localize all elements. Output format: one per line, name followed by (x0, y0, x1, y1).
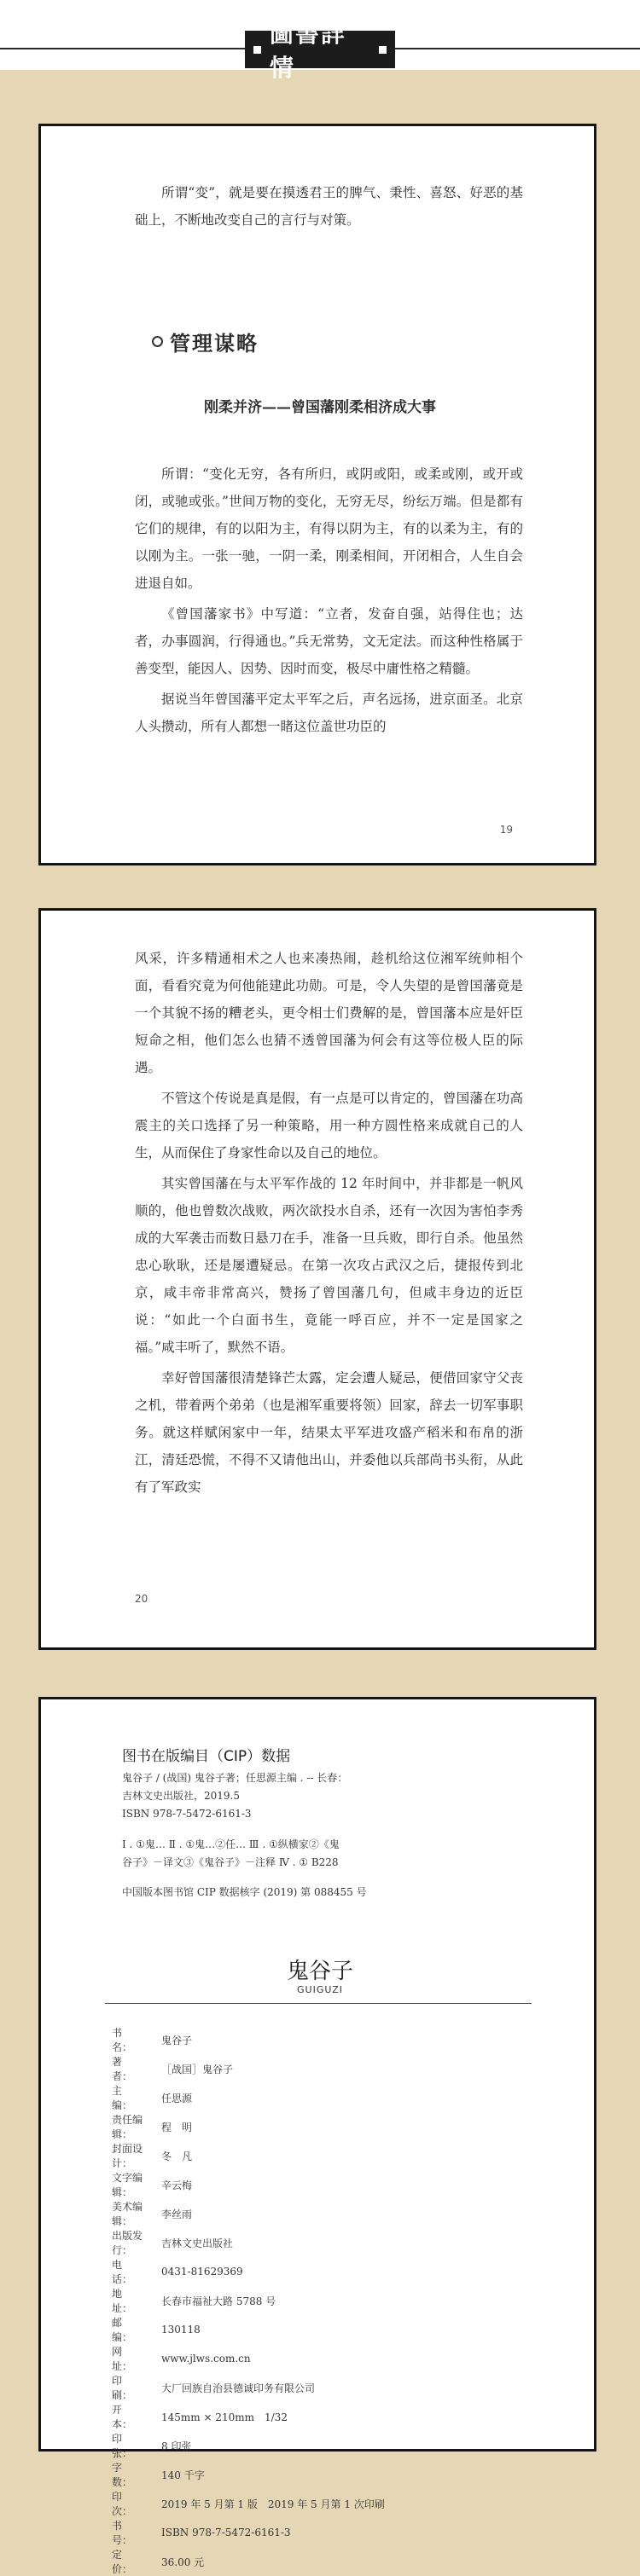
paragraph: 《曾国藩家书》中写道：“立者，发奋自强，站得住也；达者，办事圆润，行得通也。”兵无常势，文无定法。而这种性格属于善变型，能因人、因势、因时而变，极尽中庸性格之精髓。 (135, 606, 523, 676)
info-value: 程 明 (161, 2121, 193, 2133)
square-bullet-icon (253, 46, 261, 54)
info-row (112, 2025, 385, 2054)
info-value: 140 千字 (161, 2469, 205, 2481)
info-label: 书 名： (112, 2027, 143, 2053)
info-value: ISBN 978-7-5472-6161-3 (161, 2527, 291, 2538)
info-row (112, 2373, 385, 2402)
book-title: 鬼谷子 (286, 1959, 353, 1984)
info-row (112, 2547, 385, 2576)
cip-line: 谷子》－译文③《鬼谷子》－注释 Ⅳ . ① B228 (122, 1856, 339, 1868)
info-row (112, 2344, 385, 2373)
cip-line: 中国版本图书馆 CIP 数据核字 (2019) 第 088455 号 (122, 1886, 367, 1898)
info-label: 印 刷： (112, 2375, 143, 2401)
info-label: 开 本： (112, 2404, 143, 2430)
paragraph: 其实曾国藩在与太平军作战的 12 年时间中，并非都是一帆风顺的，他也曾数次战败，两次欲投水自杀，还有一次因为害怕李秀成的大军袭击而数日悬刀在手，准备一旦兵败，即行自杀。他虽然忠心耿耿，还是屡遭疑忌。在第一次攻占武汉之后，捷报传到北京，咸丰帝非常高兴，赞扬了曾国藩几句，但咸丰身边的近臣说：“如此一个白面书生，竟能一呼百应，并不一定是国家之福。”咸丰听了，默然不语。 (135, 1176, 523, 1355)
info-row (112, 2054, 385, 2083)
info-label: 印 次： (112, 2491, 143, 2517)
info-value: 8 印张 (161, 2440, 192, 2452)
circle-bullet-icon (152, 336, 163, 347)
info-value: 2019 年 5 月第 1 版 2019 年 5 月第 1 次印刷 (161, 2498, 385, 2510)
info-value: 鬼谷子 (161, 2034, 193, 2046)
info-row (112, 2489, 385, 2518)
info-row (112, 2315, 385, 2344)
book-page-20 (38, 908, 596, 1650)
cip-line: 吉林文史出版社，2019.5 (122, 1790, 240, 1802)
info-value: 任思源 (161, 2092, 193, 2104)
cip-record (122, 1769, 404, 1823)
info-row (112, 2431, 385, 2460)
book-pinyin: GUIGUZI (297, 1984, 343, 1995)
info-row (112, 2199, 385, 2228)
paragraph: 所谓：“变化无穷，各有所归，或阴或阳，或柔或刚，或开或闭，或驰或张。”世间万物的变化，无穷无尽，纷纭万端。但是都有它们的规律，有的以阳为主，有得以阴为主，有的以柔为主，有的以刚为主。一张一驰，一阴一柔，刚柔相间，开闭相合，人生自会进退自如。 (135, 466, 523, 591)
title-divider (105, 2003, 532, 2004)
info-value: 36.00 元 (161, 2556, 205, 2568)
info-value: 吉林文史出版社 (161, 2237, 234, 2249)
paragraph: 幸好曾国藩很清楚锋芒太露，定会遭人疑忌，便借回家守父丧之机，带着两个弟弟（也是湘军重要将领）回家，辞去一切军事职务。就这样赋闲家中一年，结果太平军进攻盛产稻米和布帛的浙江，清廷恐慌，不得不又请他出山，并委他以兵部尚书头衔，从此有了军政实 (135, 1370, 523, 1495)
info-value: www.jlws.com.cn (161, 2353, 251, 2365)
info-value: 130118 (161, 2324, 201, 2336)
page-number: 20 (135, 1593, 148, 1605)
copyright-page (38, 1697, 596, 2575)
section-heading (152, 327, 259, 356)
cip-line: Ⅰ . ①鬼… Ⅱ . ①鬼…②任… Ⅲ . ①纵横家②《鬼 (122, 1838, 340, 1850)
info-value: 长春市福祉大路 5788 号 (161, 2295, 276, 2307)
info-label: 主 编： (112, 2085, 143, 2111)
info-label: 邮 编： (112, 2317, 143, 2343)
info-value: 辛云梅 (161, 2179, 193, 2191)
info-row (112, 2112, 385, 2141)
info-row (112, 2286, 385, 2315)
info-label: 定 价： (112, 2549, 143, 2575)
info-value: 冬 凡 (161, 2150, 193, 2162)
info-label: 美术编辑： (112, 2201, 143, 2227)
info-row (112, 2228, 385, 2257)
cip-line: 鬼谷子 / (战国) 鬼谷子著；任思源主编 . -- 长春： (122, 1772, 348, 1784)
sub-heading: 刚柔并济——曾国藩刚柔相济成大事 (204, 399, 436, 416)
header-title: 圖書詳情 (269, 20, 346, 82)
info-label: 封面设计： (112, 2143, 143, 2169)
info-label: 字 数： (112, 2462, 143, 2488)
info-value: 145mm × 210mm 1/32 (161, 2411, 288, 2423)
info-label: 出版发行： (112, 2230, 143, 2256)
cip-number (122, 1884, 404, 1902)
info-row (112, 2518, 385, 2547)
intro-text (135, 179, 523, 237)
cip-title: 图书在版编目（CIP）数据 (122, 1748, 291, 1765)
info-label: 书 号： (112, 2520, 143, 2546)
info-label: 著 者： (112, 2056, 143, 2082)
page-number: 19 (499, 824, 513, 836)
info-row (112, 2402, 385, 2431)
info-value: 李丝雨 (161, 2208, 193, 2220)
paragraph: 不管这个传说是真是假，有一点是可以肯定的，曾国藩在功高震主的关口选择了另一种策略，用一种方圆性格来成就自己的人生，从而保住了身家性命以及自己的地位。 (135, 1091, 523, 1161)
info-label: 印 张： (112, 2433, 143, 2459)
cip-line: ISBN 978-7-5472-6161-3 (122, 1808, 252, 1820)
square-bullet-icon (379, 46, 387, 54)
header-title-box (245, 20, 395, 82)
info-label: 网 址： (112, 2346, 143, 2372)
body-text (135, 945, 523, 1504)
info-row (112, 2141, 385, 2170)
info-row (112, 2170, 385, 2199)
info-row (112, 2083, 385, 2112)
info-value: 大厂回族自治县德诚印务有限公司 (161, 2382, 316, 2394)
paragraph: 风采，许多精通相术之人也来凑热闹，趁机给这位湘军统帅相个面，看看究竟为何他能建此功勋。可是，令人失望的是曾国藩竟是一个其貌不扬的糟老头，更令相士们费解的是，曾国藩本应是奸臣短命之相，他们怎么也猜不透曾国藩为何会有这等位极人臣的际遇。 (135, 951, 523, 1075)
info-label: 责任编辑： (112, 2114, 143, 2140)
section-heading-text: 管理谋略 (170, 331, 259, 356)
info-row (112, 2257, 385, 2286)
intro-paragraph: 所谓“变”，就是要在摸透君王的脾气、秉性、喜怒、好恶的基础上，不断地改变自己的言行与对策。 (135, 185, 523, 228)
book-page-19 (38, 124, 596, 865)
body-text (135, 460, 523, 744)
paragraph: 据说当年曾国藩平定太平军之后，声名远扬，进京面圣。北京人头攒动，所有人都想一睹这位盖世功臣的 (135, 692, 523, 734)
publication-info-table (112, 2025, 385, 2576)
info-label: 地 址： (112, 2288, 143, 2314)
cip-classification (122, 1836, 404, 1872)
info-row (112, 2460, 385, 2489)
info-value: 0431-81629369 (161, 2266, 243, 2278)
info-label: 文字编辑： (112, 2172, 143, 2198)
info-label: 电 话： (112, 2259, 143, 2285)
info-value: ［战国］鬼谷子 (161, 2063, 234, 2075)
